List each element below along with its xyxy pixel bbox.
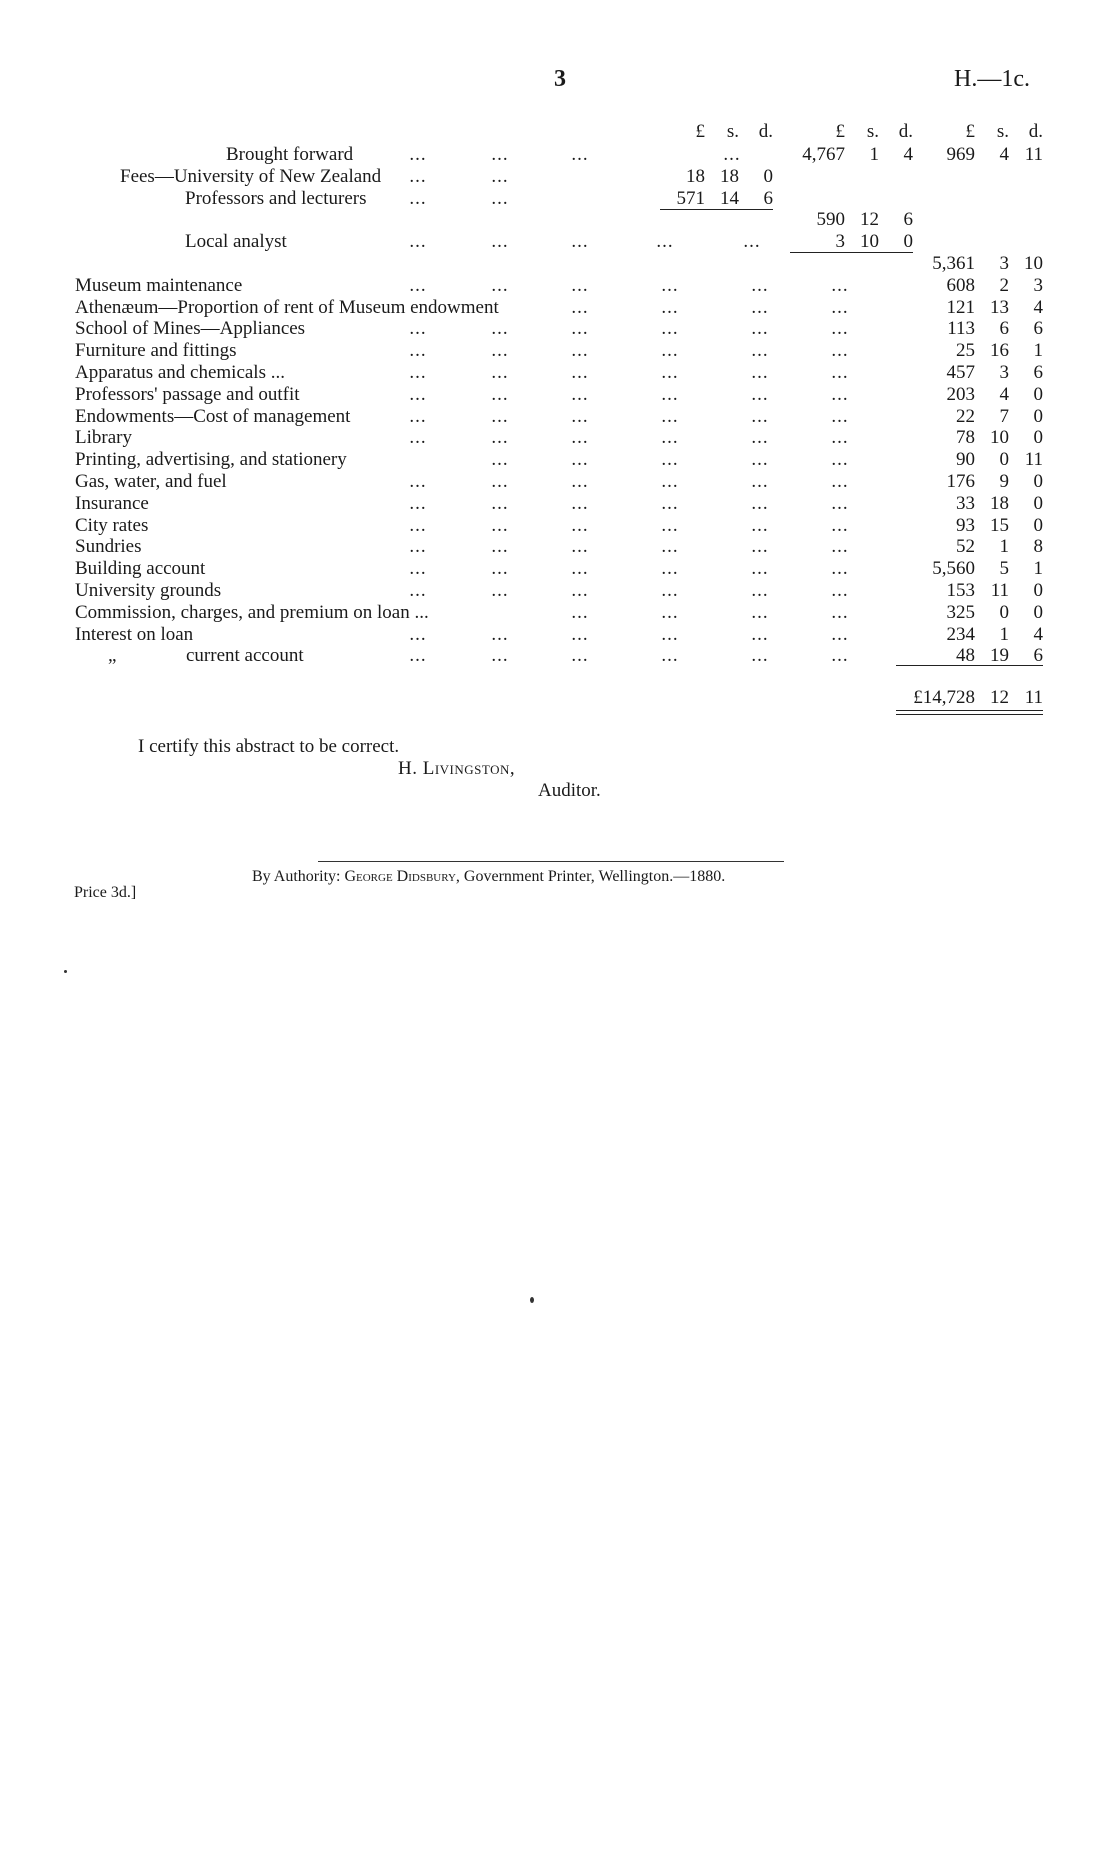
amount-pence: 1 — [1033, 558, 1043, 580]
leader-dots: ... — [571, 144, 589, 165]
amount-pounds: 590 — [816, 209, 845, 231]
leader-dots: ... — [751, 579, 769, 601]
amount-shillings: 3 — [999, 252, 1009, 274]
leader-dots: ... — [571, 383, 589, 405]
imprint-suffix: Government Printer, Wellington.—1880. — [463, 868, 726, 885]
leader-dots: ... — [661, 449, 679, 471]
row-label: Commission, charges, and premium on loan ... — [75, 601, 429, 623]
row-label: Apparatus and chemicals ... — [75, 361, 285, 383]
leader-dots: ... — [751, 536, 769, 558]
leader-dots: ... — [491, 383, 509, 405]
leader-dots: ... — [751, 383, 769, 405]
amount-pounds: 78 — [956, 427, 975, 449]
amount-shillings: 5 — [999, 558, 1009, 580]
leader-dots: ... — [661, 601, 679, 623]
leader-dots: ... — [831, 405, 849, 427]
leader-dots: ... — [751, 274, 769, 296]
row-label: Sundries — [75, 536, 142, 558]
leader-dots: ... — [491, 558, 509, 580]
ledger-row — [0, 144, 1114, 166]
imprint-prefix: By Authority: — [252, 868, 341, 885]
leader-dots: ... — [409, 470, 427, 492]
leader-dots: ... — [751, 601, 769, 623]
amount-pounds: 325 — [946, 601, 975, 623]
leader-dots: ... — [409, 187, 427, 209]
leader-dots: ... — [831, 383, 849, 405]
leader-dots: ... — [661, 492, 679, 514]
row-label: Printing, advertising, and stationery — [75, 449, 347, 471]
amount-shillings: 1 — [869, 144, 879, 165]
amount-shillings: 6 — [999, 318, 1009, 340]
accounts-abstract-table — [0, 120, 1114, 709]
amount-pounds: 3 — [835, 231, 845, 253]
amount-pounds: 90 — [956, 449, 975, 471]
amount-pence: 11 — [1024, 144, 1043, 165]
ledger-row — [0, 275, 1114, 297]
col-b-pence-header: d. — [898, 121, 913, 142]
amount-shillings: 12 — [860, 209, 879, 231]
amount-shillings: 3 — [999, 361, 1009, 383]
ledger-row — [0, 362, 1114, 384]
row-label: Building account — [75, 558, 206, 580]
ledger-row — [0, 340, 1114, 362]
leader-dots: ... — [661, 318, 679, 340]
ledger-row — [0, 384, 1114, 406]
leader-dots: ... — [831, 623, 849, 645]
ledger-row — [0, 406, 1114, 428]
printer-imprint — [252, 868, 725, 886]
amount-pence: 0 — [1033, 383, 1043, 405]
total-rule — [896, 665, 1043, 666]
ledger-row — [0, 231, 1114, 253]
leader-dots: ... — [491, 318, 509, 340]
amount-pounds: 113 — [947, 318, 975, 340]
ledger-row — [0, 427, 1114, 449]
amount-pounds: 153 — [946, 579, 975, 601]
ledger-row — [0, 580, 1114, 602]
amount-pence: 8 — [1033, 536, 1043, 558]
amount-pence: 10 — [1024, 252, 1043, 274]
amount-pence: 0 — [763, 165, 773, 187]
leader-dots: ... — [409, 361, 427, 383]
leader-dots: ... — [661, 361, 679, 383]
leader-dots: ... — [831, 296, 849, 318]
row-label: Endowments—Cost of management — [75, 405, 351, 427]
amount-pounds: 969 — [946, 144, 975, 165]
page-number: 3 — [554, 66, 566, 92]
row-label: City rates — [75, 514, 149, 536]
amount-shillings: 18 — [990, 492, 1009, 514]
amount-pence: 6 — [1033, 318, 1043, 340]
amount-shillings: 13 — [990, 296, 1009, 318]
leader-dots: ... — [743, 231, 761, 253]
leader-dots: ... — [409, 536, 427, 558]
row-label: Insurance — [75, 492, 149, 514]
leader-dots: ... — [571, 492, 589, 514]
leader-dots: ... — [491, 470, 509, 492]
leader-dots: ... — [491, 144, 509, 165]
row-label: University grounds — [75, 579, 222, 601]
leader-dots: ... — [491, 427, 509, 449]
leader-dots: ... — [571, 274, 589, 296]
leader-dots: ... — [751, 514, 769, 536]
amount-pounds: 4,767 — [802, 144, 845, 165]
leader-dots: ... — [491, 514, 509, 536]
row-label: Gas, water, and fuel — [75, 470, 227, 492]
col-c-pence-header: d. — [1028, 121, 1043, 142]
ledger-row — [0, 253, 1114, 275]
grand-total-row — [0, 687, 1114, 709]
leader-dots: ... — [831, 558, 849, 580]
leader-dots: ... — [491, 361, 509, 383]
paper-speck — [64, 970, 67, 973]
amount-pence: 0 — [1033, 579, 1043, 601]
col-c-shillings-header: s. — [996, 121, 1009, 142]
ledger-row — [0, 536, 1114, 558]
row-label: Professors and lecturers — [185, 187, 367, 209]
amount-shillings: 10 — [860, 231, 879, 253]
leader-dots: ... — [491, 492, 509, 514]
ditto-mark: „ — [108, 645, 117, 667]
leader-dots: ... — [491, 623, 509, 645]
amount-shillings: 16 — [990, 340, 1009, 362]
amount-pounds: 457 — [946, 361, 975, 383]
leader-dots: ... — [409, 492, 427, 514]
printer-name: George Didsbury, — [344, 868, 460, 885]
leader-dots: ... — [409, 144, 427, 165]
leader-dots: ... — [491, 231, 509, 253]
leader-dots: ... — [831, 274, 849, 296]
leader-dots: ... — [571, 405, 589, 427]
leader-dots: ... — [571, 514, 589, 536]
amount-shillings: 4 — [999, 383, 1009, 405]
leader-dots: ... — [661, 470, 679, 492]
leader-dots: ... — [656, 231, 674, 253]
leader-dots: ... — [661, 558, 679, 580]
amount-pounds: 22 — [956, 405, 975, 427]
grand-total-pounds: £14,728 — [913, 687, 975, 709]
amount-pence: 0 — [1033, 601, 1043, 623]
leader-dots: ... — [571, 318, 589, 340]
leader-dots: ... — [831, 361, 849, 383]
leader-dots: ... — [831, 492, 849, 514]
amount-shillings: 19 — [990, 645, 1009, 667]
amount-pounds: 5,361 — [932, 252, 975, 274]
ledger-row — [0, 602, 1114, 624]
leader-dots: ... — [409, 514, 427, 536]
amount-pence: 6 — [1033, 645, 1043, 667]
amount-pounds: 608 — [946, 274, 975, 296]
amount-pounds: 121 — [946, 296, 975, 318]
leader-dots: ... — [571, 579, 589, 601]
leader-dots: ... — [409, 231, 427, 253]
amount-pence: 0 — [1033, 492, 1043, 514]
amount-pence: 4 — [903, 144, 913, 165]
amount-shillings: 15 — [990, 514, 1009, 536]
leader-dots: ... — [661, 645, 679, 667]
amount-shillings: 0 — [999, 449, 1009, 471]
currency-header-row — [0, 120, 1114, 144]
double-rule-bottom — [896, 714, 1043, 715]
leader-dots: ... — [831, 318, 849, 340]
amount-pounds: 234 — [946, 623, 975, 645]
amount-pence: 1 — [1033, 340, 1043, 362]
amount-shillings: 11 — [990, 579, 1009, 601]
row-label: Furniture and fittings — [75, 340, 237, 362]
auditor-title: Auditor. — [538, 780, 601, 801]
leader-dots: ... — [831, 427, 849, 449]
price-note: Price 3d.] — [74, 884, 137, 901]
amount-pence: 6 — [763, 187, 773, 209]
leader-dots: ... — [661, 427, 679, 449]
amount-pence: 0 — [1033, 514, 1043, 536]
leader-dots: ... — [571, 340, 589, 362]
leader-dots: ... — [661, 296, 679, 318]
leader-dots: ... — [831, 470, 849, 492]
leader-dots: ... — [491, 405, 509, 427]
ledger-row — [0, 624, 1114, 646]
row-label: Fees—University of New Zealand — [120, 165, 382, 187]
amount-pence: 4 — [1033, 623, 1043, 645]
leader-dots: ... — [491, 187, 509, 209]
leader-dots: ... — [409, 274, 427, 296]
col-b-pounds-header: £ — [835, 121, 845, 142]
amount-pence: 4 — [1033, 296, 1043, 318]
leader-dots: ... — [409, 165, 427, 187]
amount-shillings: 2 — [999, 274, 1009, 296]
amount-pounds: 48 — [956, 645, 975, 667]
leader-dots: ... — [831, 601, 849, 623]
amount-shillings: 0 — [999, 601, 1009, 623]
leader-dots: ... — [751, 427, 769, 449]
leader-dots: ... — [661, 536, 679, 558]
col-c-pounds-header: £ — [965, 121, 975, 142]
leader-dots: ... — [571, 231, 589, 253]
leader-dots: ... — [661, 579, 679, 601]
leader-dots: ... — [571, 558, 589, 580]
leader-dots: ... — [491, 274, 509, 296]
footer-rule — [318, 861, 784, 862]
row-label: Brought forward — [226, 144, 354, 165]
leader-dots: ... — [751, 318, 769, 340]
amount-pounds: 571 — [676, 187, 705, 209]
amount-pounds: 18 — [686, 165, 705, 187]
leader-dots: ... — [831, 340, 849, 362]
leader-dots: ... — [409, 318, 427, 340]
col-a-pounds-header: £ — [695, 121, 705, 142]
leader-dots: ... — [661, 340, 679, 362]
leader-dots: ... — [831, 514, 849, 536]
leader-dots: ... — [409, 623, 427, 645]
row-label: Professors' passage and outfit — [75, 383, 300, 405]
leader-dots: ... — [751, 405, 769, 427]
amount-pounds: 5,560 — [932, 558, 975, 580]
leader-dots: ... — [409, 405, 427, 427]
ledger-row — [0, 209, 1114, 231]
leader-dots: ... — [831, 449, 849, 471]
amount-pence: 0 — [1033, 427, 1043, 449]
leader-dots: ... — [491, 536, 509, 558]
leader-dots: ... — [751, 340, 769, 362]
leader-dots: ... — [751, 645, 769, 667]
col-a-shillings-header: s. — [726, 121, 739, 142]
row-label: Local analyst — [185, 231, 287, 253]
amount-shillings: 10 — [990, 427, 1009, 449]
leader-dots: ... — [491, 579, 509, 601]
leader-dots: ... — [571, 601, 589, 623]
leader-dots: ... — [571, 427, 589, 449]
row-label: Library — [75, 427, 132, 449]
amount-pence: 6 — [1033, 361, 1043, 383]
paper-speck — [530, 1297, 534, 1303]
ledger-row — [0, 645, 1114, 667]
ledger-row — [0, 515, 1114, 537]
amount-shillings: 14 — [720, 187, 739, 209]
leader-dots: ... — [751, 623, 769, 645]
amount-shillings: 1 — [999, 536, 1009, 558]
row-label: Museum maintenance — [75, 274, 243, 296]
amount-pence: 11 — [1024, 449, 1043, 471]
leader-dots: ... — [571, 449, 589, 471]
leader-dots: ... — [571, 645, 589, 667]
document-reference: H.—1c. — [954, 66, 1030, 92]
amount-shillings: 1 — [999, 623, 1009, 645]
amount-shillings: 4 — [999, 144, 1009, 165]
leader-dots: ... — [751, 449, 769, 471]
amount-pounds: 176 — [946, 470, 975, 492]
amount-pence: 0 — [1033, 405, 1043, 427]
amount-shillings: 9 — [999, 470, 1009, 492]
leader-dots: ... — [409, 340, 427, 362]
leader-dots: ... — [751, 558, 769, 580]
leader-dots: ... — [661, 514, 679, 536]
leader-dots: ... — [571, 536, 589, 558]
leader-dots: ... — [661, 383, 679, 405]
col-b-shillings-header: s. — [866, 121, 879, 142]
grand-total-shillings: 12 — [990, 687, 1009, 709]
amount-shillings: 18 — [720, 165, 739, 187]
leader-dots: ... — [751, 470, 769, 492]
ledger-row — [0, 493, 1114, 515]
leader-dots: ... — [409, 579, 427, 601]
amount-pounds: 52 — [956, 536, 975, 558]
amount-pounds: 25 — [956, 340, 975, 362]
amount-shillings: 7 — [999, 405, 1009, 427]
ledger-row — [0, 449, 1114, 471]
leader-dots: ... — [723, 144, 741, 165]
leader-dots: ... — [661, 405, 679, 427]
amount-pence: 0 — [1033, 470, 1043, 492]
leader-dots: ... — [831, 579, 849, 601]
leader-dots: ... — [661, 623, 679, 645]
col-a-pence-header: d. — [758, 121, 773, 142]
leader-dots: ... — [491, 449, 509, 471]
leader-dots: ... — [491, 165, 509, 187]
leader-dots: ... — [491, 645, 509, 667]
leader-dots: ... — [409, 645, 427, 667]
leader-dots: ... — [571, 623, 589, 645]
row-label: School of Mines—Appliances — [75, 318, 306, 340]
leader-dots: ... — [409, 383, 427, 405]
leader-dots: ... — [571, 296, 589, 318]
amount-pounds: 203 — [946, 383, 975, 405]
ledger-row — [0, 471, 1114, 493]
row-label: Interest on loan — [75, 623, 194, 645]
leader-dots: ... — [831, 645, 849, 667]
row-label: Athenæum—Proportion of rent of Museum endowment — [75, 296, 499, 318]
leader-dots: ... — [751, 361, 769, 383]
amount-pounds: 33 — [956, 492, 975, 514]
leader-dots: ... — [831, 536, 849, 558]
ledger-row — [0, 558, 1114, 580]
leader-dots: ... — [409, 427, 427, 449]
amount-pence: 3 — [1033, 274, 1043, 296]
amount-pounds: 93 — [956, 514, 975, 536]
leader-dots: ... — [751, 296, 769, 318]
leader-dots: ... — [491, 340, 509, 362]
amount-pence: 6 — [903, 209, 913, 231]
ledger-row — [0, 166, 1114, 188]
amount-pence: 0 — [903, 231, 913, 253]
row-label: current account — [186, 645, 304, 667]
leader-dots: ... — [751, 492, 769, 514]
certification-statement: I certify this abstract to be correct. — [138, 736, 400, 757]
ledger-row — [0, 297, 1114, 319]
leader-dots: ... — [661, 274, 679, 296]
leader-dots: ... — [571, 361, 589, 383]
leader-dots: ... — [571, 470, 589, 492]
grand-total-pence: 11 — [1024, 687, 1043, 709]
ledger-row — [0, 318, 1114, 340]
double-rule-top — [896, 710, 1043, 711]
ledger-row — [0, 188, 1114, 210]
leader-dots: ... — [409, 558, 427, 580]
auditor-name: H. Livingston, — [398, 758, 516, 779]
